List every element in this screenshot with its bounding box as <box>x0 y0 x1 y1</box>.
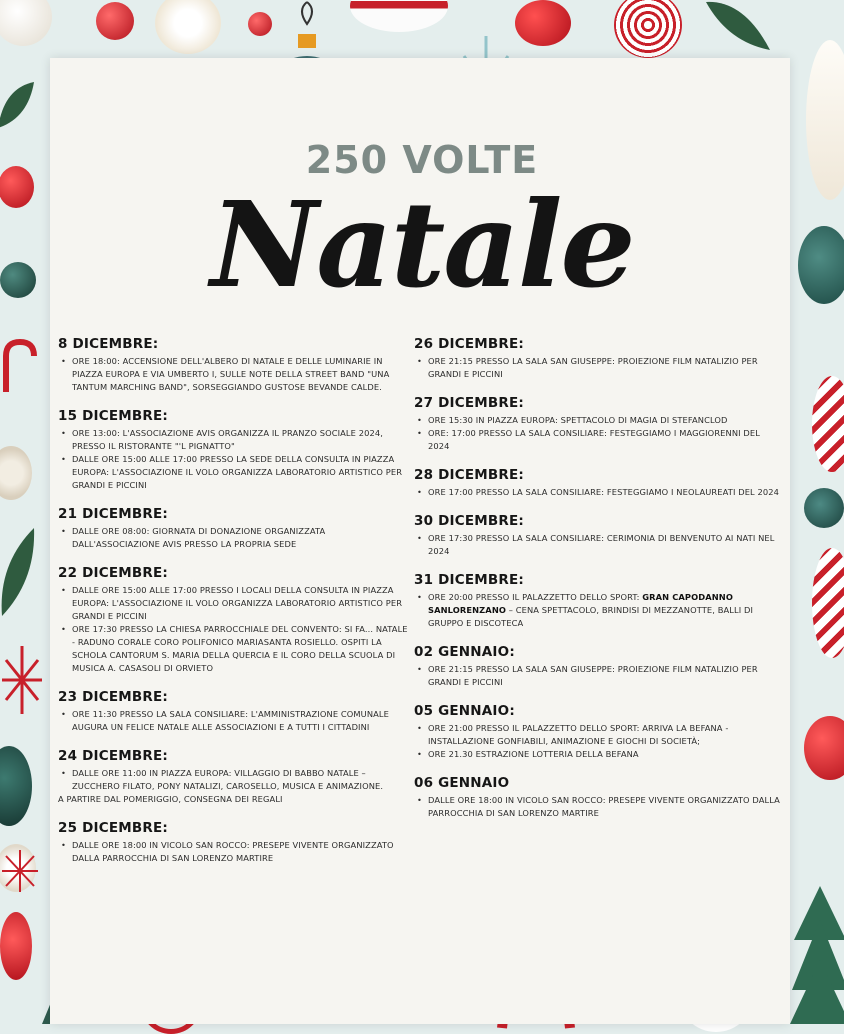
christmas-ball-icon <box>0 746 32 826</box>
event-date: 27 DICEMBRE: <box>414 395 524 411</box>
event-block <box>414 703 784 761</box>
event-item: • DALLE ORE 15:00 ALLE 17:00 PRESSO LA SEDE DELLA CONSULTA IN PIAZZA EUROPA: L'ASSOCIAZIONE IL VOLO ORGANIZZA LABORATORIO ARTISTICO PER GRANDI E PICCINI <box>58 453 408 492</box>
event-list <box>58 708 408 734</box>
event-date: 30 DICEMBRE: <box>414 513 524 529</box>
event-item: • ORE: 17:00 PRESSO LA SALA CONSILIARE: FESTEGGIAMO I MAGGIORENNI DEL 2024 <box>414 427 784 453</box>
event-date: 26 DICEMBRE: <box>414 336 524 352</box>
event-date: 06 GENNAIO <box>414 775 510 791</box>
christmas-ball-icon <box>0 912 32 980</box>
event-item: • DALLE ORE 08:00: GIORNATA DI DONAZIONE ORGANIZZATA DALL'ASSOCIAZIONE AVIS PRESSO LA PROPRIA SEDE <box>58 525 408 551</box>
event-item: • DALLE ORE 18:00 IN VICOLO SAN ROCCO: PRESEPE VIVENTE ORGANIZZATO DALLA PARROCCHIA DI SAN LORENZO MARTIRE <box>414 794 784 820</box>
christmas-ball-icon <box>0 0 52 46</box>
event-list <box>414 591 784 630</box>
event-block <box>414 336 784 381</box>
events-right-column <box>414 336 784 834</box>
event-item: • ORE 17:00 PRESSO LA SALA CONSILIARE: FESTEGGIAMO I NEOLAUREATI DEL 2024 <box>414 486 784 499</box>
event-list <box>414 355 784 381</box>
event-list <box>58 525 408 551</box>
event-date: 02 GENNAIO: <box>414 644 515 660</box>
event-list <box>414 794 784 820</box>
event-date: 25 DICEMBRE: <box>58 820 168 836</box>
event-list <box>414 663 784 689</box>
event-date: 28 DICEMBRE: <box>414 467 524 483</box>
event-list <box>58 767 408 806</box>
holly-leaf-icon <box>0 524 38 620</box>
event-block <box>414 467 784 499</box>
event-block <box>414 572 784 630</box>
christmas-ball-icon <box>812 376 844 472</box>
event-block <box>414 775 784 820</box>
event-item: • DALLE ORE 18:00 IN VICOLO SAN ROCCO: PRESEPE VIVENTE ORGANIZZATO DALLA PARROCCHIA DI SAN LORENZO MARTIRE <box>58 839 408 865</box>
christmas-ball-icon <box>804 488 844 528</box>
holly-leaf-icon <box>0 78 40 138</box>
christmas-ball-icon <box>350 0 448 32</box>
event-list <box>414 414 784 453</box>
event-block <box>414 395 784 453</box>
event-item: • ORE 15:30 IN PIAZZA EUROPA: SPETTACOLO DI MAGIA DI STEFANCLOD <box>414 414 784 427</box>
christmas-ball-icon <box>804 716 844 780</box>
event-item: A PARTIRE DAL POMERIGGIO, CONSEGNA DEI REGALI <box>58 794 283 804</box>
event-item: • ORE 21:00 PRESSO IL PALAZZETTO DELLO SPORT: ARRIVA LA BEFANA - INSTALLAZIONE GONFIABILI, ANIMAZIONE E GIOCHI DI SOCIETÀ; <box>414 722 784 748</box>
snowflake-icon <box>0 640 44 720</box>
event-date: 8 DICEMBRE: <box>58 336 159 352</box>
event-list <box>58 355 408 394</box>
event-item-text: – CENA SPETTACOLO, BRINDISI DI MEZZANOTTE, BALLI DI GRUPPO E DISCOTECA <box>428 605 754 628</box>
christmas-ball-icon <box>614 0 682 58</box>
event-list <box>414 722 784 761</box>
event-date: 05 GENNAIO: <box>414 703 515 719</box>
event-date: 24 DICEMBRE: <box>58 748 168 764</box>
candy-cane-icon <box>0 336 40 396</box>
events-left-column <box>58 336 408 879</box>
event-block <box>58 565 408 675</box>
event-list <box>58 839 408 865</box>
event-block <box>414 513 784 558</box>
event-block <box>58 408 408 492</box>
event-item: • DALLE ORE 15:00 ALLE 17:00 PRESSO I LOCALI DELLA CONSULTA IN PIAZZA EUROPA: L'ASSOCIAZIONE IL VOLO ORGANIZZA LABORATORIO ARTISTICO PER GRANDI E PICCINI <box>58 584 408 623</box>
event-date: 21 DICEMBRE: <box>58 506 168 522</box>
christmas-tree-icon <box>790 880 844 1024</box>
event-block <box>58 820 408 865</box>
event-item: • ORE 21.30 ESTRAZIONE LOTTERIA DELLA BEFANA <box>414 748 784 761</box>
holly-leaf-icon <box>704 0 774 56</box>
event-block <box>58 506 408 551</box>
christmas-ball-icon <box>155 0 221 54</box>
event-list <box>414 486 784 499</box>
event-list <box>58 584 408 675</box>
event-date: 22 DICEMBRE: <box>58 565 168 581</box>
event-block <box>58 336 408 394</box>
event-item: • ORE 18:00: ACCENSIONE DELL'ALBERO DI NATALE E DELLE LUMINARIE IN PIAZZA EUROPA E VIA UMBERTO I, SULLE NOTE DELLA STREET BAND "UNA TANTUM MARCHING BAND", SORSEGGIANDO GUSTOSE BEVANDE CALDE. <box>58 355 408 394</box>
event-date: 23 DICEMBRE: <box>58 689 168 705</box>
event-date: 15 DICEMBRE: <box>58 408 168 424</box>
event-item: • ORE 21:15 PRESSO LA SALA SAN GIUSEPPE: PROIEZIONE FILM NATALIZIO PER GRANDI E PICCINI <box>414 355 784 381</box>
event-list <box>414 532 784 558</box>
event-block <box>58 748 408 806</box>
event-item: • ORE 17:30 PRESSO LA CHIESA PARROCCHIALE DEL CONVENTO: SI FA... NATALE - RADUNO CORALE CORO POLIFONICO MARIASANTA ROSIELLO. OSPITI LA SCHOLA CANTORUM S. MARIA DELLA QUERCIA E IL CORO DELLA SCUOLA DI MUSICA A. CASASOLI DI ORVIETO <box>58 623 408 675</box>
christmas-ball-icon <box>96 2 134 40</box>
event-date: 31 DICEMBRE: <box>414 572 524 588</box>
christmas-ball-icon <box>0 446 32 500</box>
event-block <box>414 644 784 689</box>
event-item: • DALLE ORE 11:00 IN PIAZZA EUROPA: VILLAGGIO DI BABBO NATALE – ZUCCHERO FILATO, PONY NATALIZI, CAROSELLO, MUSICA E ANIMAZIONE. <box>58 767 408 793</box>
event-item: • ORE 21:15 PRESSO LA SALA SAN GIUSEPPE: PROIEZIONE FILM NATALIZIO PER GRANDI E PICCINI <box>414 663 784 689</box>
snowflake-icon <box>0 846 40 896</box>
event-highlight: GRAN CAPODANNO SANLORENZANO <box>428 592 733 615</box>
event-list <box>58 427 408 492</box>
poster-subtitle: 250 VOLTE <box>305 138 539 182</box>
event-item-text: ORE 20:00 PRESSO IL PALAZZETTO DELLO SPORT: <box>428 592 643 602</box>
event-item: • ORE 13:00: L'ASSOCIAZIONE AVIS ORGANIZZA IL PRANZO SOCIALE 2024, PRESSO IL RISTORANTE "'L PIGNATTO" <box>58 427 408 453</box>
event-item: • ORE 11:30 PRESSO LA SALA CONSILIARE: L'AMMINISTRAZIONE COMUNALE AUGURA UN FELICE NATALE ALLE ASSOCIAZIONI E A TUTTI I CITTADINI <box>58 708 408 734</box>
christmas-ball-icon <box>812 548 844 658</box>
poster-title: Natale <box>210 175 634 314</box>
event-item <box>414 591 784 630</box>
event-block <box>58 689 408 734</box>
event-item: • ORE 17:30 PRESSO LA SALA CONSILIARE: CERIMONIA DI BENVENUTO AI NATI NEL 2024 <box>414 532 784 558</box>
